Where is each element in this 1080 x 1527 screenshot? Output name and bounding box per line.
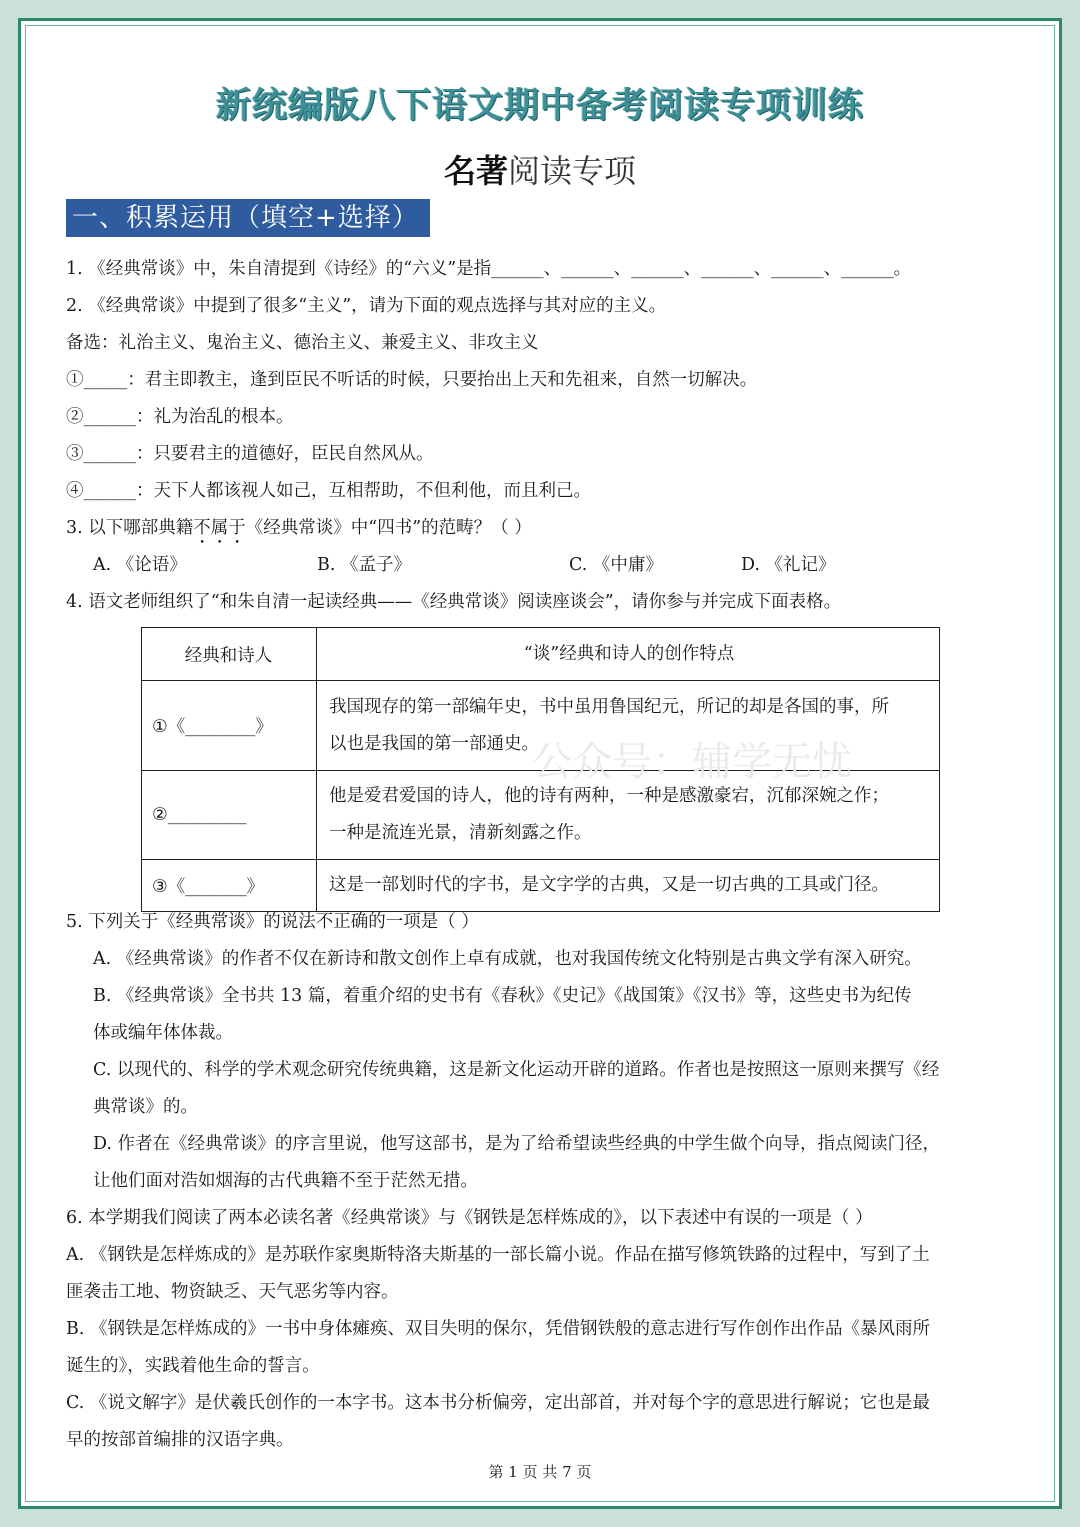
q6-option-c-cont: 早的按部首编排的汉语字典。 xyxy=(66,1430,294,1450)
page-subtitle xyxy=(0,146,1080,192)
page-title: 新统编版八下语文期中备考阅读专项训练 xyxy=(215,86,864,126)
question-2: 2. 《经典常谈》中提到了很多“主义”，请为下面的观点选择与其对应的主义。 xyxy=(66,296,667,316)
q6-option-b-cont: 诞生的》，实践着他生命的誓言。 xyxy=(66,1356,320,1376)
table-header-row xyxy=(142,628,940,681)
section-heading: 一、积累运用（填空+选择） xyxy=(66,199,430,237)
cell-line: 以也是我国的第一部通史。 xyxy=(329,733,539,754)
question-2-options: 备选：礼治主义、鬼治主义、德治主义、兼爱主义、非攻主义 xyxy=(66,333,539,353)
subtitle-bold: 名著 xyxy=(443,152,508,190)
question-3 xyxy=(66,516,1014,548)
q6-option-b: B. 《钢铁是怎样炼成的》一书中身体瘫痪、双目失明的保尔，凭借钢铁般的意志进行写作创作出作品《暴风雨所 xyxy=(66,1319,930,1339)
subtitle-rest: 阅读专项 xyxy=(508,152,637,190)
page-number: 第 1 页 共 7 页 xyxy=(488,1463,592,1481)
cell-line: 他是爱君爱国的诗人，他的诗有两种，一种是感激豪宕，沉郁深婉之作； xyxy=(329,786,889,806)
q5-option-b-cont: 体或编年体体裁。 xyxy=(93,1023,233,1043)
q3-choice-d: D. 《礼记》 xyxy=(741,555,836,575)
q6-option-a: A. 《钢铁是怎样炼成的》是苏联作家奥斯特洛夫斯基的一部长篇小说。作品在描写修筑铁路的过程中，写到了土 xyxy=(66,1245,930,1265)
table-cell-text xyxy=(317,860,940,912)
table-row xyxy=(142,860,940,912)
table-cell-blank: ③《_______》 xyxy=(142,860,317,912)
question-4: 4. 语文老师组织了“和朱自清一起读经典——《经典常谈》阅读座谈会”，请你参与并完成下面表格。 xyxy=(66,592,842,612)
q5-option-d: D. 作者在《经典常谈》的序言里说，他写这部书，是为了给希望读些经典的中学生做个向导，指点阅读门径， xyxy=(93,1134,941,1154)
q5-option-b: B. 《经典常谈》全书共 13 篇，着重介绍的史书有《春秋》《史记》《战国策》《汉书》等，这些史书为纪传 xyxy=(93,986,912,1006)
question-2-item-3: ③______：只要君主的道德好，臣民自然风从。 xyxy=(66,444,434,464)
table-header-cell: “谈”经典和诗人的创作特点 xyxy=(317,628,940,681)
question-6: 6. 本学期我们阅读了两本必读名著《经典常谈》与《钢铁是怎样炼成的》，以下表述中有误的一项是（ ） xyxy=(66,1208,873,1228)
cell-line: 一种是流连光景，清新刻露之作。 xyxy=(329,823,592,843)
question-3-pre: 3. 以下哪部典籍 xyxy=(66,518,194,538)
q3-choice-b: B. 《孟子》 xyxy=(317,555,411,575)
q6-option-c: C. 《说文解字》是伏羲氏创作的一本字书。这本书分析偏旁，定出部首，并对每个字的意思进行解说；它也是最 xyxy=(66,1393,930,1413)
q6-option-a-cont: 匪袭击工地、物资缺乏、天气恶劣等内容。 xyxy=(66,1282,399,1302)
table-cell-blank: ②_________ xyxy=(142,771,317,860)
question-5: 5. 下列关于《经典常谈》的说法不正确的一项是（ ） xyxy=(66,912,479,932)
question-3-post: 《经典常谈》中“四书”的范畴？（ ） xyxy=(245,518,532,538)
question-2-item-4: ④______：天下人都该视人如己，互相帮助，不但利他，而且利己。 xyxy=(66,481,591,501)
q3-choice-c: C. 《中庸》 xyxy=(569,555,663,575)
table-header-cell: 经典和诗人 xyxy=(142,628,317,681)
q5-option-c: C. 以现代的、科学的学术观念研究传统典籍，这是新文化运动开辟的道路。作者也是按照这一原则来撰写《经 xyxy=(93,1060,940,1080)
q5-option-c-cont: 典常谈》的。 xyxy=(93,1097,198,1117)
question-1: 1. 《经典常谈》中，朱自清提到《诗经》的“六义”是指______、______、______、______、______、______。 xyxy=(66,259,912,279)
q3-choice-a: A. 《论语》 xyxy=(93,555,187,575)
cell-line: 我国现存的第一部编年史，书中虽用鲁国纪元，所记的却是各国的事，所 xyxy=(329,696,889,717)
watermark: 公众号：辅学无忧 xyxy=(532,739,852,785)
question-2-item-1: ①_____：君主即教主，逢到臣民不听话的时候，只要抬出上天和先祖来，自然一切解决。 xyxy=(66,370,758,390)
table-cell-blank: ①《________》 xyxy=(142,681,317,771)
question-2-item-2: ②______：礼为治乱的根本。 xyxy=(66,407,294,427)
question-3-emphasis: 不属于 xyxy=(193,518,246,538)
q5-option-d-cont: 让他们面对浩如烟海的古代典籍不至于茫然无措。 xyxy=(93,1171,478,1191)
cell-line: 这是一部划时代的字书，是文字学的古典，又是一切古典的工具或门径。 xyxy=(329,875,889,895)
q5-option-a: A. 《经典常谈》的作者不仅在新诗和散文创作上卓有成就，也对我国传统文化特别是古典文学有深入研究。 xyxy=(93,949,922,969)
